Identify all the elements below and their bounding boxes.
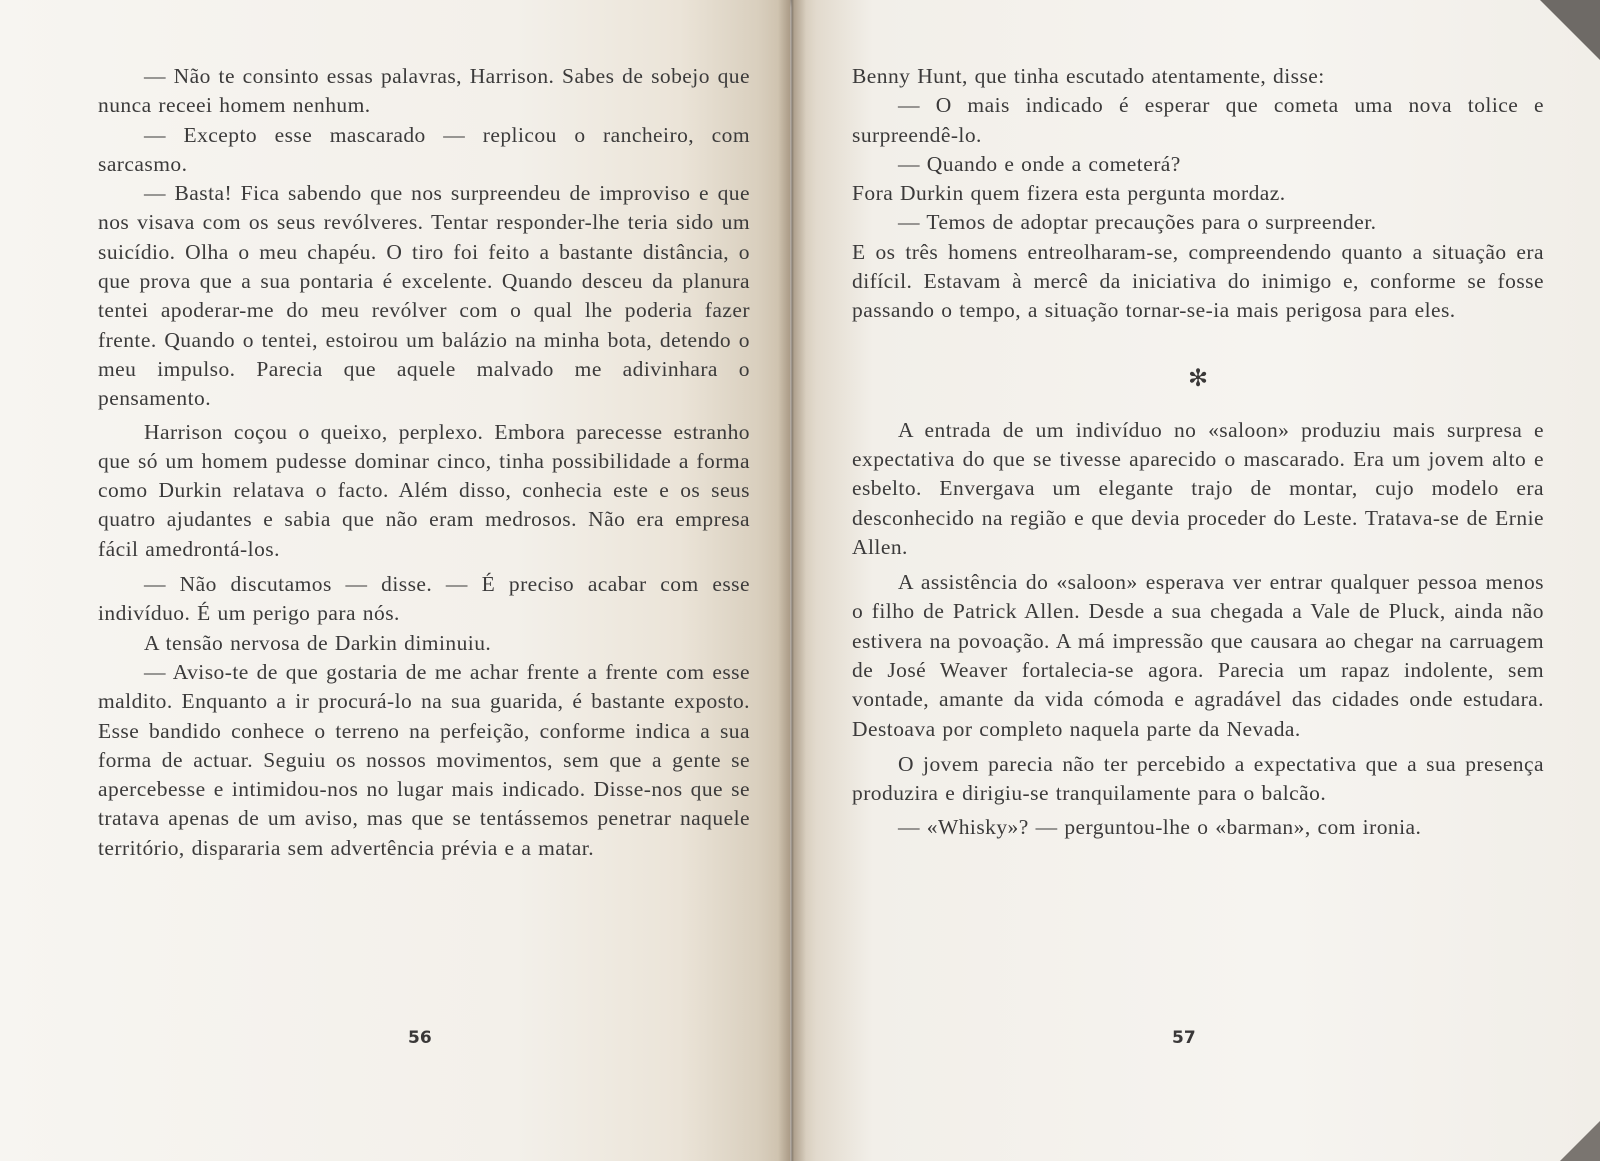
left-page-text [98, 62, 750, 863]
paragraph: Harrison coçou o queixo, perplexo. Embora parecesse estranho que só um homem pudesse dominar cinco, tinha possibilidade a forma como Durkin relatava o facto. Além disso, conhecia este e os seus quatro ajudantes e sabia que não eram medrosos. Não era empresa fácil amedrontá-los. [98, 419, 750, 561]
page-corner-shadow-bottom [1560, 1121, 1600, 1161]
page-number-right: 57 [1172, 1028, 1196, 1048]
paragraph: A entrada de um indivíduo no «saloon» produziu mais surpresa e expectativa do que se tivesse aparecido o mascarado. Era um jovem alto e esbelto. Envergava um elegante trajo de montar, cujo modelo era desconhecido na região e que devia proceder do Leste. Tratava-se de Ernie Allen. [852, 417, 1544, 559]
right-page-text [852, 62, 1544, 842]
paragraph: O jovem parecia não ter percebido a expectativa que a sua presença produzira e dirigiu-se tranquilamente para o balcão. [852, 751, 1544, 806]
paragraph: Benny Hunt, que tinha escutado atentamente, disse: [852, 64, 1325, 88]
paragraph: — Aviso-te de que gostaria de me achar frente a frente com esse maldito. Enquanto a ir procurá-lo na sua guarida, é bastante exposto. Esse bandido conhece o terreno na perfeição, conforme indica a sua forma de actuar. Seguiu os nossos movimentos, sem que a gente se apercebesse e intimidou-nos no lugar mais indicado. Disse-nos que se tratava apenas de um aviso, mas que se tentássemos penetrar naquele território, dispararia sem advertência prévia e a matar. [98, 659, 750, 860]
right-page [792, 0, 1600, 1161]
section-before-break [852, 62, 1544, 326]
paragraph: — Quando e onde a cometerá? [898, 151, 1181, 176]
paragraph: — Temos de adoptar precauções para o surpreender. [898, 210, 1377, 235]
paragraph: — Basta! Fica sabendo que nos surpreendeu de improviso e que nos visava com os seus revólveres. Tentar responder-lhe teria sido um suicídio. Olha o meu chapéu. O tiro foi feito a bastante distância, o que prova que a sua pontaria é excelente. Quando desceu da planura tentei apoderar-me do meu revólver com o qual lhe poderia fazer frente. Quando o tentei, estoirou um balázio na minha bota, detendo o meu impulso. Parecia que aquele malvado me adivinhara o pensamento. [98, 181, 750, 411]
paragraph: A tensão nervosa de Darkin diminuiu. [144, 630, 492, 655]
paragraph: Fora Durkin quem fizera esta pergunta mordaz. [852, 181, 1286, 206]
page-number-left: 56 [408, 1028, 432, 1048]
paragraph: — O mais indicado é esperar que cometa uma nova tolice e surpreendê-lo. [852, 93, 1544, 147]
left-page [0, 0, 790, 1161]
section-after-break [852, 416, 1544, 842]
book-spine-gutter [778, 0, 806, 1161]
paragraph: E os três homens entreolharam-se, compreendendo quanto a situação era difícil. Estavam à mercê da iniciativa do inimigo e, conforme se fosse passando o tempo, a situação tornar-se-ia mais perigosa para eles. [852, 239, 1544, 323]
paragraph: — Não discutamos — disse. — É preciso acabar com esse indivíduo. É um perigo para nós. [98, 572, 750, 626]
paragraph: — Não te consinto essas palavras, Harrison. Sabes de sobejo que nunca receei homem nenhum. [98, 64, 750, 118]
paragraph: A assistência do «saloon» esperava ver entrar qualquer pessoa menos o filho de Patrick Allen. Desde a sua chegada a Vale de Pluck, ainda não estivera na povoação. A má impressão que causara ao chegar na carruagem de José Weaver fortalecia-se agora. Parecia um rapaz indolente, sem vontade, amante da vida cómoda e agradável das cidades onde estudara. Destoava por completo naquela parte da Nevada. [852, 570, 1544, 741]
paragraph: — «Whisky»? — perguntou-lhe o «barman», com ironia. [898, 814, 1422, 839]
page-corner-shadow [1540, 0, 1600, 60]
paragraph: — Excepto esse mascarado — replicou o rancheiro, com sarcasmo. [98, 122, 750, 176]
section-break-ornament: ✻ [1187, 366, 1209, 392]
